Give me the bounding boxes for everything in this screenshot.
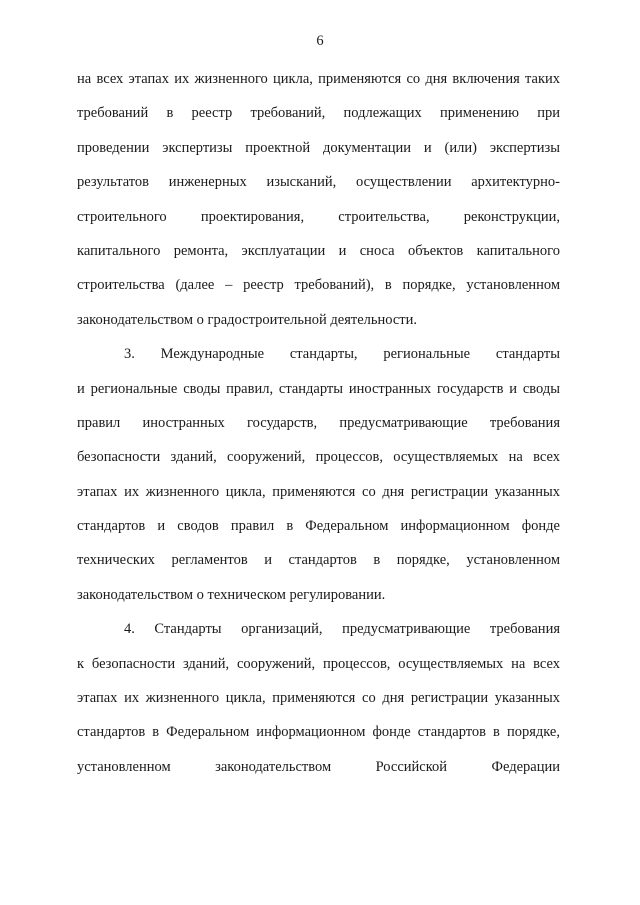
document-body (77, 62, 560, 784)
text-line: капитального ремонта, эксплуатации и сноса объектов капитального (77, 242, 560, 259)
text-line: и региональные своды правил, стандарты иностранных государств и своды (77, 380, 560, 397)
text-line: 3. Международные стандарты, региональные стандарты (124, 346, 560, 363)
paragraph-3 (77, 612, 560, 784)
paragraph-1 (77, 62, 560, 337)
text-line: установленном законодательством Российской Федерации (77, 758, 560, 775)
text-line: к безопасности зданий, сооружений, процессов, осуществляемых на всех (77, 655, 560, 672)
text-line: результатов инженерных изысканий, осуществлении архитектурно- (77, 174, 560, 191)
page-number: 6 (316, 33, 324, 49)
text-line: этапах их жизненного цикла, применяются со дня регистрации указанных (77, 483, 560, 500)
text-line: правил иностранных государств, предусматривающие требования (77, 414, 560, 431)
text-line: требований в реестр требований, подлежащих применению при (77, 105, 560, 122)
paragraph-2 (77, 337, 560, 612)
text-line: 4. Стандарты организаций, предусматривающие требования (124, 621, 560, 638)
text-line: технических регламентов и стандартов в порядке, установленном (77, 552, 560, 569)
text-line: законодательством о техническом регулировании. (77, 586, 386, 603)
text-line: стандартов и сводов правил в Федеральном информационном фонде (77, 518, 560, 535)
text-line: этапах их жизненного цикла, применяются со дня регистрации указанных (77, 690, 560, 707)
text-line: стандартов в Федеральном информационном фонде стандартов в порядке, (77, 724, 560, 741)
text-line: безопасности зданий, сооружений, процессов, осуществляемых на всех (77, 449, 560, 466)
text-line: строительства (далее – реестр требований), в порядке, установленном (77, 277, 560, 294)
text-line: на всех этапах их жизненного цикла, применяются со дня включения таких (77, 71, 560, 87)
text-line: строительного проектирования, строительства, реконструкции, (77, 208, 560, 225)
text-line: законодательством о градостроительной деятельности. (77, 311, 418, 328)
text-line: проведении экспертизы проектной документации и (или) экспертизы (77, 139, 560, 156)
